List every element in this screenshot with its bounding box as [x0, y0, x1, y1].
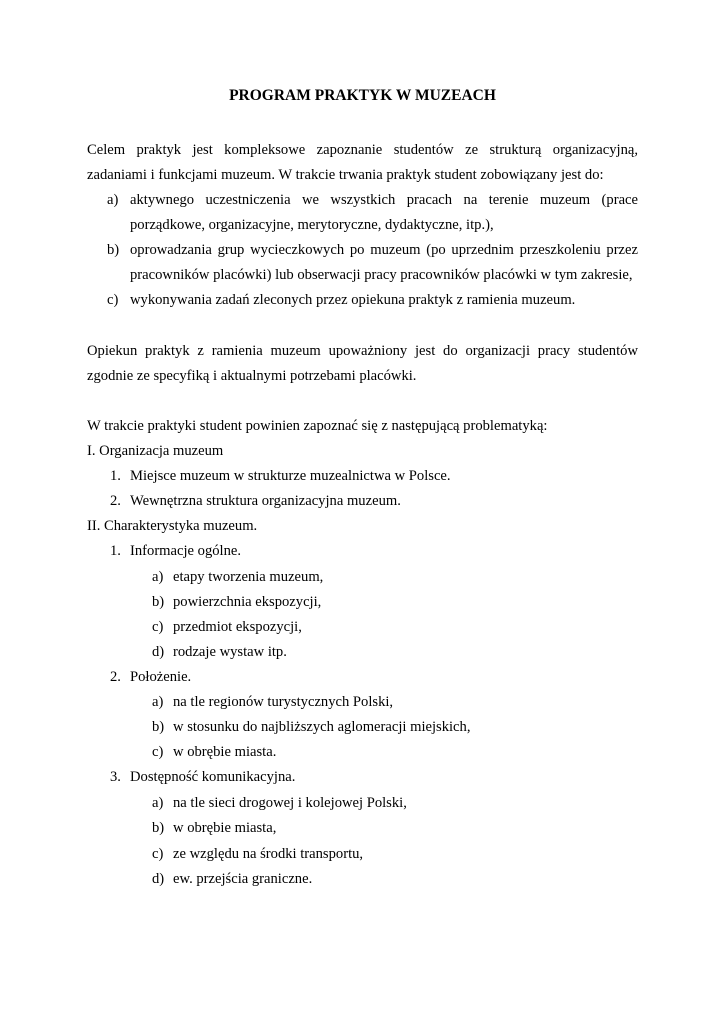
- section-2-item-3-sub-c-text: ze względu na środki transportu,: [173, 846, 364, 862]
- supervisor-line-1: Opiekun praktyk z ramienia muzeum upoważniony jest do organizacji pracy studentów: [87, 343, 638, 359]
- section-2-heading: II. Charakterystyka muzeum.: [87, 518, 258, 534]
- intro-item-c-marker: c): [107, 292, 119, 308]
- document-title: PROGRAM PRAKTYK W MUZEACH: [229, 87, 496, 104]
- section-2-item-1-text: Informacje ogólne.: [130, 543, 242, 559]
- section-1-item-1-text: Miejsce muzeum w strukturze muzealnictwa w Polsce.: [130, 468, 451, 484]
- intro-item-b-line-1: oprowadzania grup wycieczkowych po muzeum (po uprzednim przeszkoleniu przez: [130, 242, 638, 258]
- intro-item-b-line-2: pracowników placówki) lub obserwacji pracy pracowników placówki w tym zakresie,: [130, 267, 633, 283]
- section-2-item-3-sub-a-marker: a): [152, 795, 164, 811]
- problems-intro: W trakcie praktyki student powinien zapoznać się z następującą problematyką:: [87, 418, 548, 434]
- section-2-item-2-sub-b-marker: b): [152, 719, 165, 735]
- section-2-item-3-sub-c-marker: c): [152, 846, 164, 862]
- section-1-heading: I. Organizacja muzeum: [87, 443, 224, 459]
- intro-item-b-marker: b): [107, 242, 120, 258]
- section-2-item-3-marker: 3.: [110, 769, 121, 785]
- section-2-item-3-sub-b-marker: b): [152, 820, 165, 836]
- section-2-item-2-marker: 2.: [110, 669, 121, 685]
- section-2-item-1-sub-c-marker: c): [152, 619, 164, 635]
- section-2-item-2-sub-a-text: na tle regionów turystycznych Polski,: [173, 694, 394, 710]
- section-2-item-1-sub-d-marker: d): [152, 644, 165, 660]
- intro-item-a-line-2: porządkowe, organizacyjne, merytoryczne, dydaktyczne, itp.),: [130, 217, 494, 233]
- section-2-item-2-sub-a-marker: a): [152, 694, 164, 710]
- section-2-item-2-sub-c-text: w obrębie miasta.: [173, 744, 277, 760]
- section-2-item-3-sub-b-text: w obrębie miasta,: [173, 820, 277, 836]
- section-2-item-3-sub-d-text: ew. przejścia graniczne.: [173, 871, 313, 887]
- intro-item-c-line-1: wykonywania zadań zleconych przez opiekuna praktyk z ramienia muzeum.: [130, 292, 576, 308]
- section-1-item-2-text: Wewnętrzna struktura organizacyjna muzeum.: [130, 493, 401, 509]
- section-2-item-1-sub-b-marker: b): [152, 594, 165, 610]
- intro-line-2: zadaniami i funkcjami muzeum. W trakcie trwania praktyk student zobowiązany jest do:: [87, 167, 604, 183]
- intro-item-a-marker: a): [107, 192, 119, 208]
- section-2-item-1-sub-a-text: etapy tworzenia muzeum,: [173, 569, 324, 585]
- section-2-item-1-sub-a-marker: a): [152, 569, 164, 585]
- section-1-item-1-marker: 1.: [110, 468, 121, 484]
- section-2-item-1-sub-c-text: przedmiot ekspozycji,: [173, 619, 302, 635]
- section-2-item-3-sub-a-text: na tle sieci drogowej i kolejowej Polski,: [173, 795, 407, 811]
- supervisor-line-2: zgodnie ze specyfiką i aktualnymi potrzebami placówki.: [87, 368, 417, 384]
- section-2-item-2-sub-b-text: w stosunku do najbliższych aglomeracji miejskich,: [173, 719, 471, 735]
- intro-line-1: Celem praktyk jest kompleksowe zapoznanie studentów ze strukturą organizacyjną,: [87, 142, 638, 158]
- section-2-item-2-sub-c-marker: c): [152, 744, 164, 760]
- section-2-item-2-text: Położenie.: [130, 669, 192, 685]
- section-2-item-3-text: Dostępność komunikacyjna.: [130, 769, 296, 785]
- section-2-item-1-marker: 1.: [110, 543, 121, 559]
- intro-item-a-line-1: aktywnego uczestniczenia we wszystkich pracach na terenie muzeum (prace: [130, 192, 638, 208]
- section-2-item-1-sub-b-text: powierzchnia ekspozycji,: [173, 594, 322, 610]
- section-1-item-2-marker: 2.: [110, 493, 121, 509]
- section-2-item-3-sub-d-marker: d): [152, 871, 165, 887]
- section-2-item-1-sub-d-text: rodzaje wystaw itp.: [173, 644, 287, 660]
